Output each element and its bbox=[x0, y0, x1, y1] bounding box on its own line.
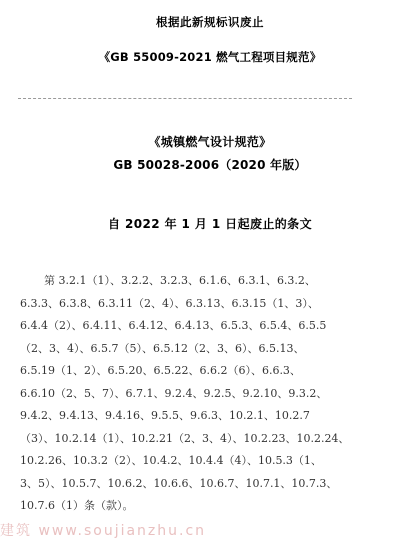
clause-line: （3）、10.2.14（1）、10.2.21（2、3、4）、10.2.23、10.2.24、 bbox=[20, 431, 350, 445]
abolition-note: 根据此新规标识废止 bbox=[156, 15, 264, 29]
clause-line: 6.6.10（2、5、7）、6.7.1、9.2.4、9.2.5、9.2.10、9.3.2、 bbox=[20, 386, 328, 400]
clause-line: 6.3.3、6.3.8、6.3.11（2、4）、6.3.13、6.3.15（1、3）、 bbox=[20, 296, 319, 310]
clause-line: 9.4.2、9.4.13、9.4.16、9.5.5、9.6.3、10.2.1、10.2.7 bbox=[20, 409, 310, 422]
clause-line: 6.5.19（1、2）、6.5.20、6.5.22、6.6.2（6）、6.6.3、 bbox=[20, 364, 301, 377]
section-heading: 自 2022 年 1 月 1 日起废止的条文 bbox=[108, 217, 312, 231]
clause-line: （2、3、4）、6.5.7（5）、6.5.12（2、3、6）、6.5.13、 bbox=[20, 341, 305, 355]
divider-line bbox=[18, 98, 352, 99]
clause-line: 3、5）、10.5.7、10.6.2、10.6.6、10.6.7、10.7.1、10.7.3、 bbox=[20, 476, 338, 490]
new-standard-title: 《GB 55009-2021 燃气工程项目规范》 bbox=[98, 50, 322, 64]
clause-list bbox=[20, 270, 380, 518]
clause-line: 6.4.4（2）、6.4.11、6.4.12、6.4.13、6.5.3、6.5.4、6.5.5 bbox=[20, 319, 327, 332]
clause-line: 10.2.26、10.3.2（2）、10.4.2、10.4.4（4）、10.5.3（1、 bbox=[20, 454, 322, 467]
clause-line: 第 3.2.1（1）、3.2.2、3.2.3、6.1.6、6.3.1、6.3.2、 bbox=[44, 274, 316, 287]
old-standard-code: GB 50028-2006（2020 年版） bbox=[113, 158, 307, 172]
old-standard-title: 《城镇燃气设计规范》 bbox=[148, 135, 272, 149]
clause-line: 10.7.6（1）条（款）。 bbox=[20, 499, 134, 512]
watermark: 建筑 www.soujianzhu.cn bbox=[0, 523, 207, 539]
